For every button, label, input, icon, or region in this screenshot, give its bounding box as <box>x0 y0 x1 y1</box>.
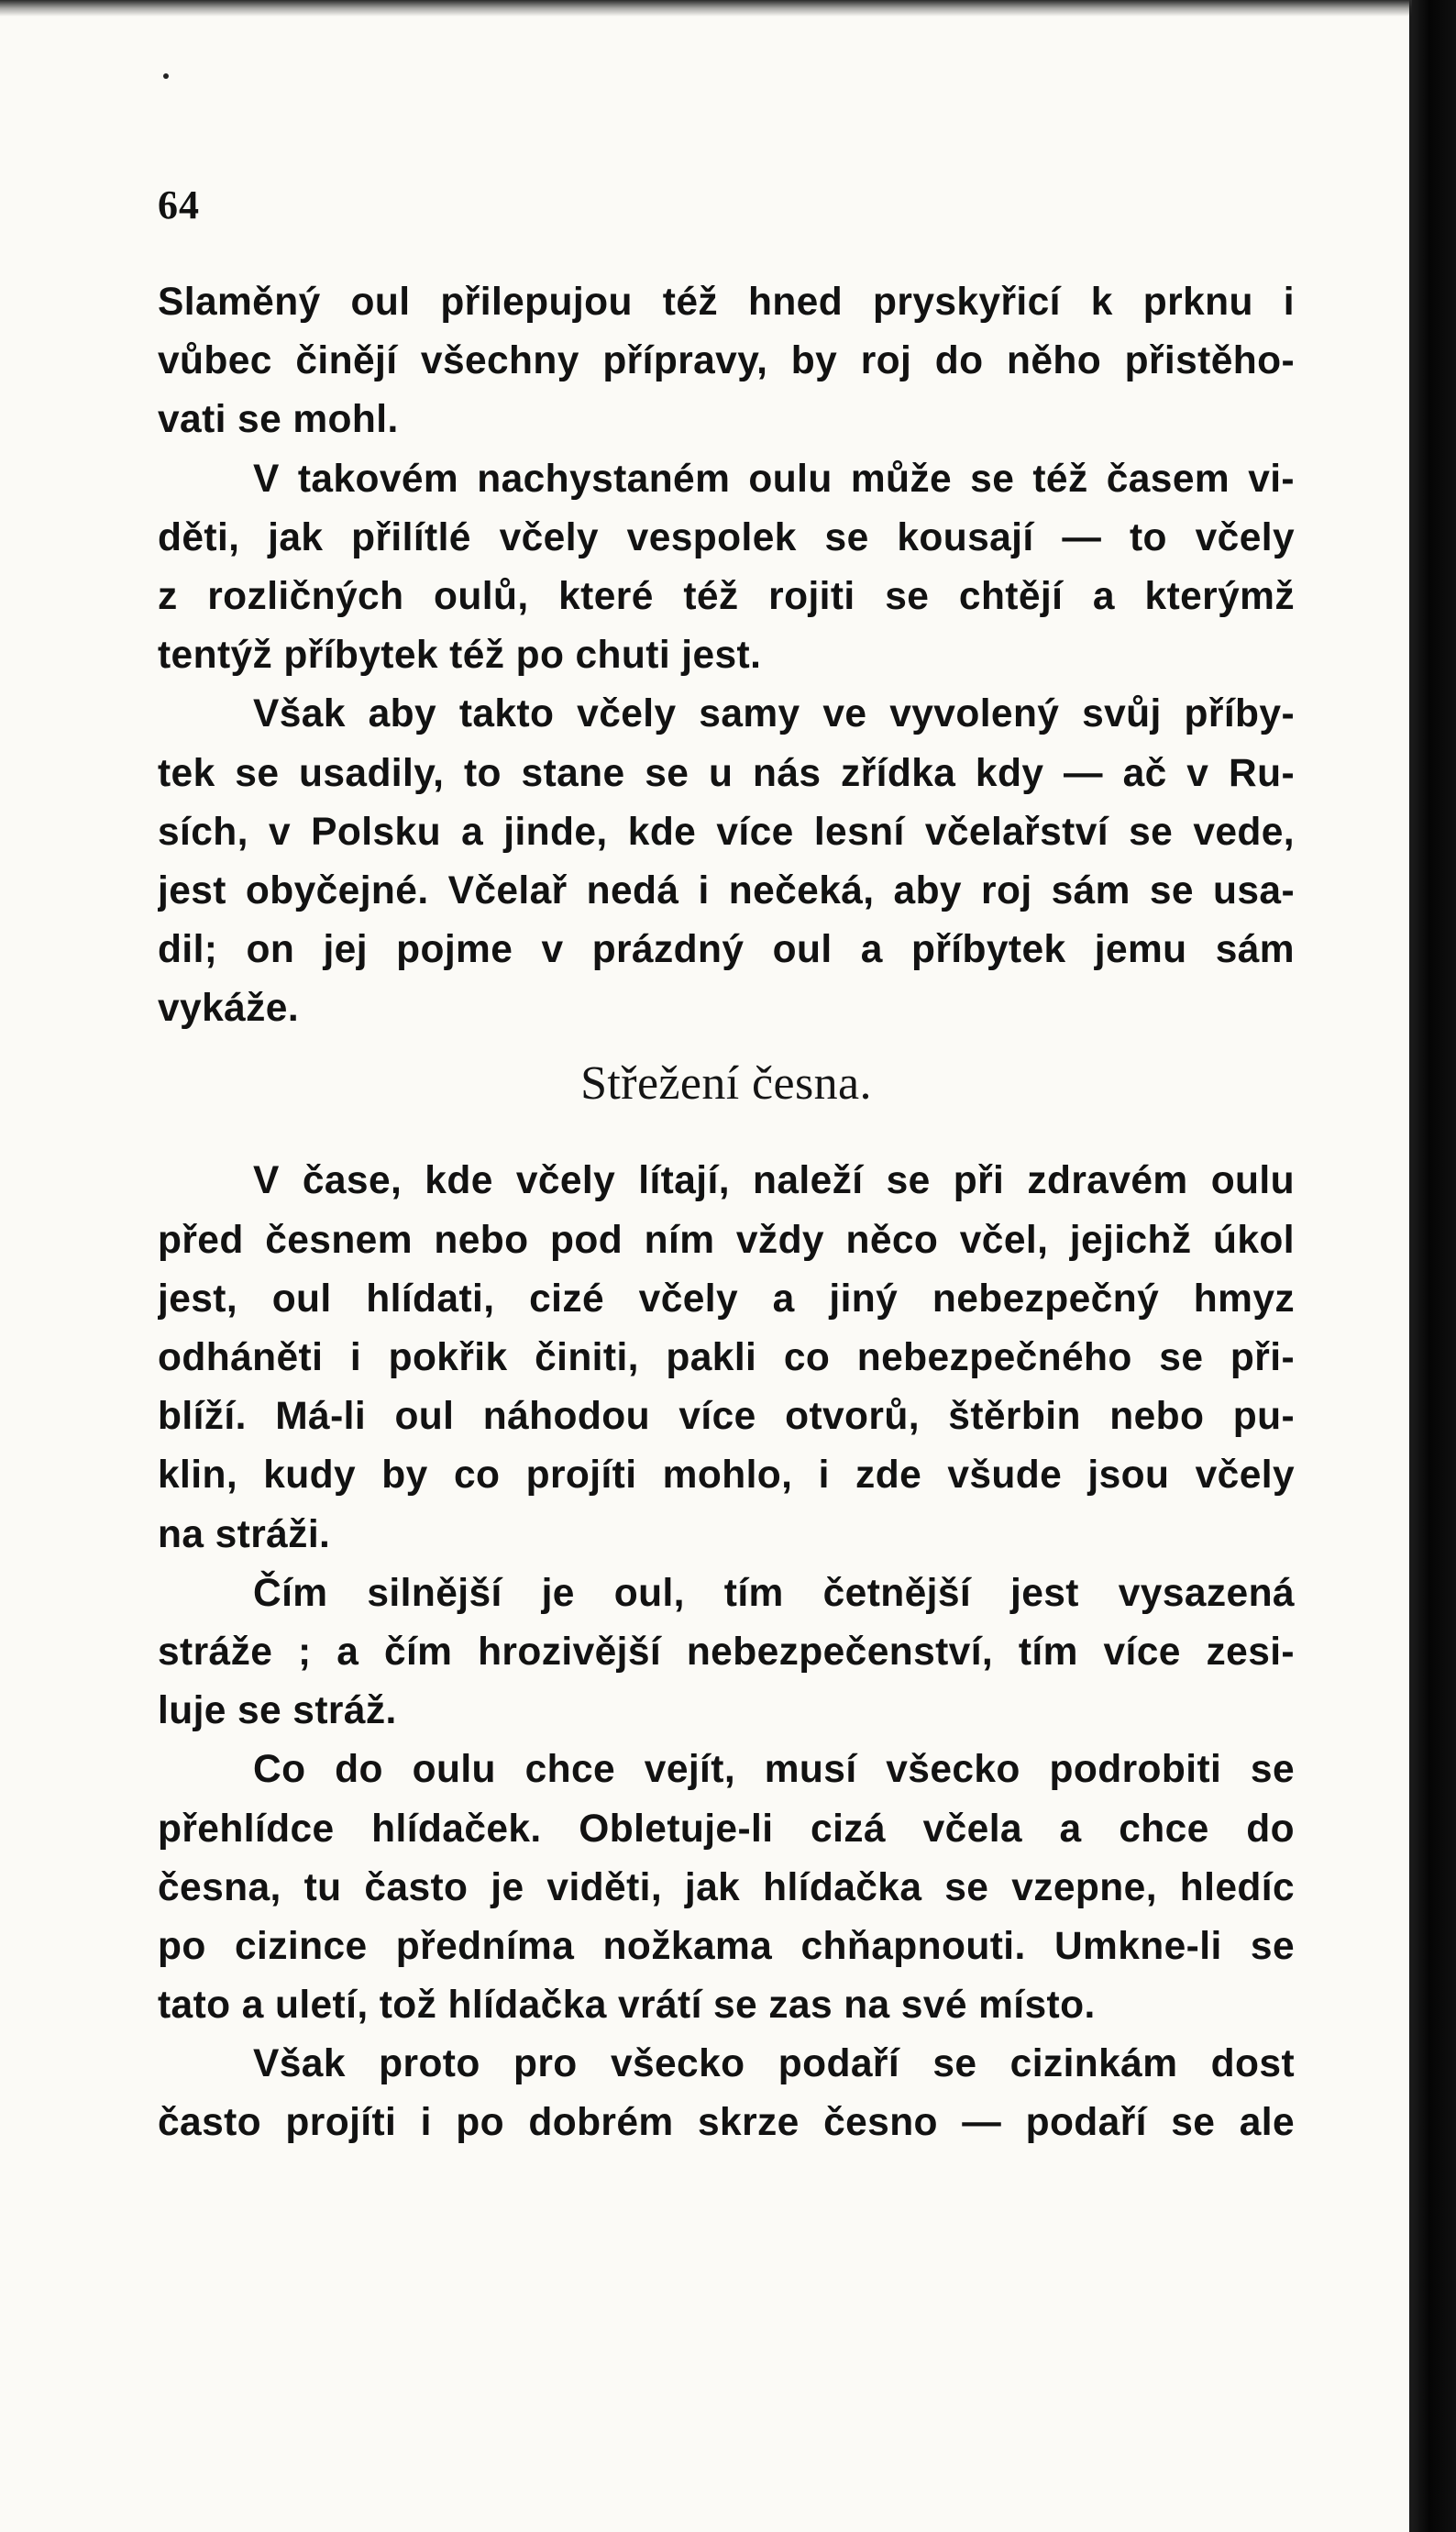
text-line: před česnem nebo pod ním vždy něco včel, jejichž úkol <box>158 1218 1295 1262</box>
text-line: vati se mohl. <box>158 398 399 442</box>
text-line: klin, kudy by co projíti mohlo, i zde všude jsou včely <box>158 1454 1295 1498</box>
text-line: jest obyčejné. Včelař nedá i nečeká, aby roj sám se usa- <box>158 868 1295 912</box>
paragraph <box>158 273 1295 450</box>
text-line: tato a uletí, tož hlídačka vrátí se zas na své místo. <box>158 1984 1096 2028</box>
text-line: vykáže. <box>158 987 300 1031</box>
text-line: na stráži. <box>158 1512 331 1556</box>
text-line: sích, v Polsku a jinde, kde více lesní včelařství se vede, <box>158 810 1295 854</box>
text-line: Čím silnější je oul, tím četnější jest vysazená <box>253 1571 1295 1615</box>
text-line: jest, oul hlídati, cizé včely a jiný nebezpečný hmyz <box>158 1277 1295 1321</box>
paragraph <box>158 1152 1295 1564</box>
text-line: Co do oulu chce vejít, musí všecko podrobiti se <box>253 1748 1295 1792</box>
text-line: tek se usadily, to stane se u nás zřídka kdy — ač v Ru- <box>158 751 1295 795</box>
scan-right-edge <box>1412 0 1456 2532</box>
paragraph <box>158 1741 1295 2035</box>
text-line: česna, tu často je viděti, jak hlídačka se vzepne, hledíc <box>158 1865 1295 1909</box>
text-line: odháněti i pokřik činiti, pakli co nebezpečného se při- <box>158 1336 1295 1379</box>
text-line: blíží. Má-li oul náhodou více otvorů, štěrbin nebo pu- <box>158 1395 1295 1439</box>
paragraphs-after-heading <box>158 1152 1295 2152</box>
text-line: Slaměný oul přilepujou též hned pryskyřicí k prknu i <box>158 281 1295 324</box>
scan-speck <box>163 73 169 79</box>
text-line: Však proto pro všecko podaří se cizinkám dost <box>253 2042 1295 2086</box>
text-line: luje se stráž. <box>158 1689 397 1733</box>
paragraph <box>158 685 1295 1038</box>
text-line: stráže ; a čím hrozivější nebezpečenství, tím více zesi- <box>158 1630 1295 1674</box>
text-line: tentýž příbytek též po chuti jest. <box>158 634 762 678</box>
text-line: vůbec činějí všechny přípravy, by roj do něho přistěho- <box>158 339 1295 383</box>
paragraph <box>158 450 1295 686</box>
body-text <box>158 273 1295 2153</box>
text-line: V takovém nachystaném oulu může se též časem vi- <box>253 457 1295 501</box>
text-line: přehlídce hlídaček. Obletuje-li cizá včela a chce do <box>158 1807 1295 1851</box>
text-line: z rozličných oulů, které též rojiti se chtějí a kterýmž <box>158 574 1295 618</box>
paragraphs-before-heading <box>158 273 1295 1038</box>
text-line: dil; on jej pojme v prázdný oul a příbytek jemu sám <box>158 928 1295 972</box>
scan-top-edge <box>0 0 1412 17</box>
paragraph <box>158 1565 1295 1741</box>
text-line: děti, jak přilítlé včely vespolek se kousají — to včely <box>158 515 1295 559</box>
text-line: po cizince předníma nožkama chňapnouti. Umkne-li se <box>158 1924 1295 1968</box>
page-number: 64 <box>158 182 200 227</box>
text-line: často projíti i po dobrém skrze česno — podaří se ale <box>158 2101 1295 2145</box>
text-line: V čase, kde včely lítají, naleží se při zdravém oulu <box>253 1159 1295 1203</box>
section-heading: Střežení česna. <box>580 1057 872 1111</box>
text-line: Však aby takto včely samy ve vyvolený svůj příby- <box>253 692 1295 736</box>
paragraph <box>158 2035 1295 2152</box>
